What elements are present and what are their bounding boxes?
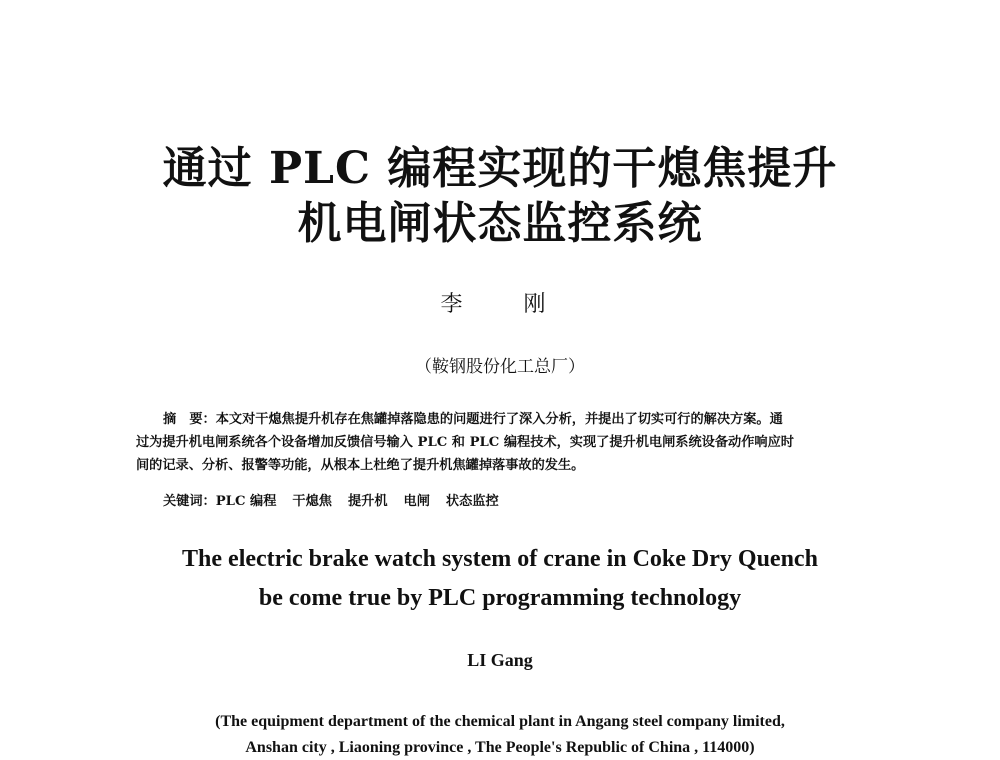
- abstract-line-3: 间的记录、分析、报警等功能，从根本上杜绝了提升机焦罐掉落事故的发生。: [136, 458, 585, 473]
- english-affiliation-line-1: (The equipment department of the chemical plant in Angang steel company limited,: [215, 713, 785, 730]
- abstract-label: 摘 要：: [163, 412, 216, 427]
- chinese-keywords: [163, 490, 515, 509]
- abstract-line-2: 过为提升机电闸系统各个设备增加反馈信号输入 PLC 和 PLC 编程技术，实现了提升机电闸系统设备动作响应时: [136, 435, 794, 450]
- abstract-text-1: 本文对干熄焦提升机存在焦罐掉落隐患的问题进行了深入分析，并提出了切实可行的解决方案。通: [215, 412, 783, 427]
- keyword: PLC 编程: [215, 494, 277, 509]
- abstract-line-1: [136, 408, 866, 431]
- chinese-title-line-2: 机电闸状态监控系统: [297, 198, 703, 249]
- keyword: 干熄焦: [292, 494, 332, 509]
- chinese-affiliation: （鞍钢股份化工总厂）: [415, 357, 585, 377]
- keyword: 状态监控: [445, 494, 499, 509]
- keyword: 提升机: [347, 494, 388, 509]
- chinese-title-line-1: 通过 PLC 编程实现的干熄焦提升: [162, 143, 838, 194]
- english-title-line-2: be come true by PLC programming technology: [258, 585, 742, 611]
- english-title-line-1: The electric brake watch system of crane in Coke Dry Quench: [182, 546, 818, 572]
- keywords-label: 关键词：: [163, 494, 216, 509]
- keyword: 电闸: [403, 494, 430, 509]
- english-affiliation-line-2: Anshan city , Liaoning province , The People's Republic of China , 114000): [245, 739, 755, 756]
- chinese-abstract: [136, 408, 866, 477]
- chinese-author: 李 刚: [440, 292, 560, 317]
- english-author: LI Gang: [467, 650, 533, 670]
